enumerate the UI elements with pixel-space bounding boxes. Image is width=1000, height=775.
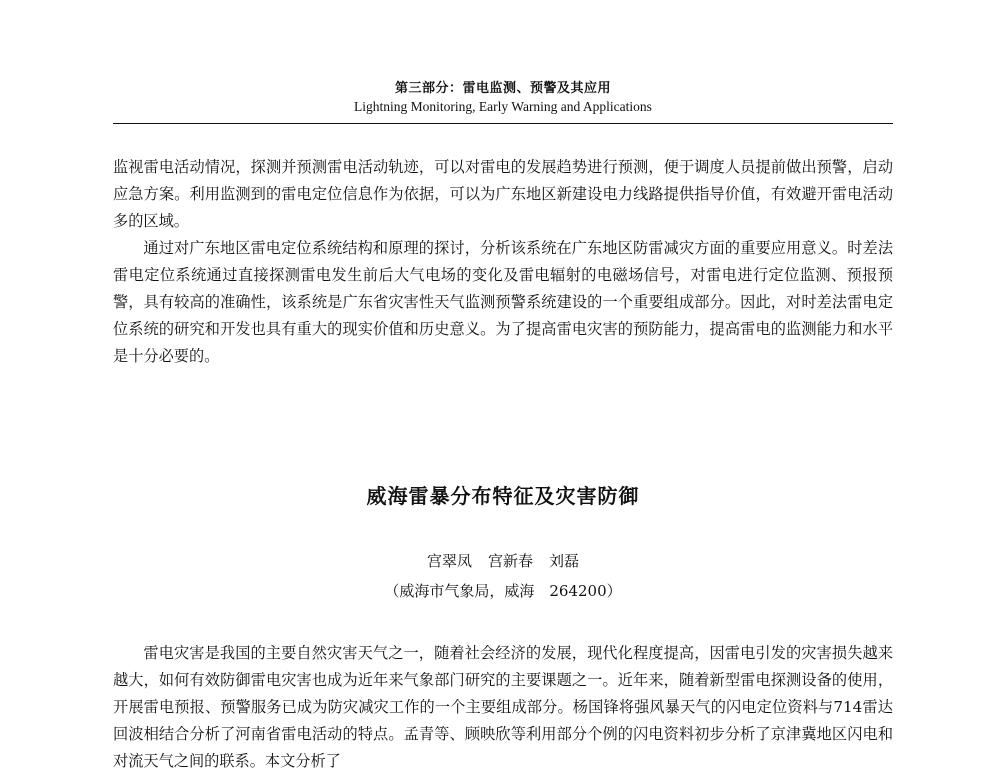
header-rule: [113, 123, 893, 124]
previous-paragraph-2: 通过对广东地区雷电定位系统结构和原理的探讨，分析该系统在广东地区防雷减灾方面的重要应用意义。时差法雷电定位系统通过直接探测雷电发生前后大气电场的变化及雷电辐射的电磁场信号，对雷电进行定位监测、预报预警，具有较高的准确性，该系统是广东省灾害性天气监测预警系统建设的一个重要组成部分。因此，对时差法雷电定位系统的研究和开发也具有重大的现实价值和历史意义。为了提高雷电灾害的预防能力，提高雷电的监测能力和水平是十分必要的。: [113, 239, 893, 365]
author-list: [113, 550, 893, 572]
running-header: [113, 80, 893, 116]
running-header-chinese: 第三部分：雷电监测、预警及其应用: [394, 81, 611, 96]
author-3: 刘磊: [549, 552, 580, 570]
article-title: 威海雷暴分布特征及灾害防御: [366, 484, 640, 508]
author-1: 宫翠凤: [426, 552, 472, 570]
running-header-english: Lightning Monitoring, Early Warning and Applications: [354, 99, 652, 114]
previous-paragraph-1: 监视雷电活动情况，探测并预测雷电活动轨迹，可以对雷电的发展趋势进行预测，便于调度人员提前做出预警，启动应急方案。利用监测到的雷电定位信息作为依据，可以为广东地区新建设电力线路提供指导价值，有效避开雷电活动多的区域。: [113, 158, 893, 230]
author-2: 宫新春: [487, 552, 533, 570]
article-intro-paragraph: 雷电灾害是我国的主要自然灾害天气之一，随着社会经济的发展，现代化程度提高，因雷电引发的灾害损失越来越大，如何有效防御雷电灾害也成为近年来气象部门研究的主要课题之一。近年来，随着新型雷电探测设备的使用，开展雷电预报、预警服务已成为防灾减灾工作的一个主要组成部分。杨国锋将强风暴天气的闪电定位资料与714雷达回波相结合分析了河南省雷电活动的特点。孟青等、顾映欣等利用部分个例的闪电资料初步分析了京津冀地区闪电和对流天气之间的联系。本文分析了: [113, 644, 893, 770]
previous-section-text: [113, 154, 893, 370]
author-affiliation: （威海市气象局，威海 264200）: [384, 582, 622, 600]
article-body: [113, 640, 893, 775]
